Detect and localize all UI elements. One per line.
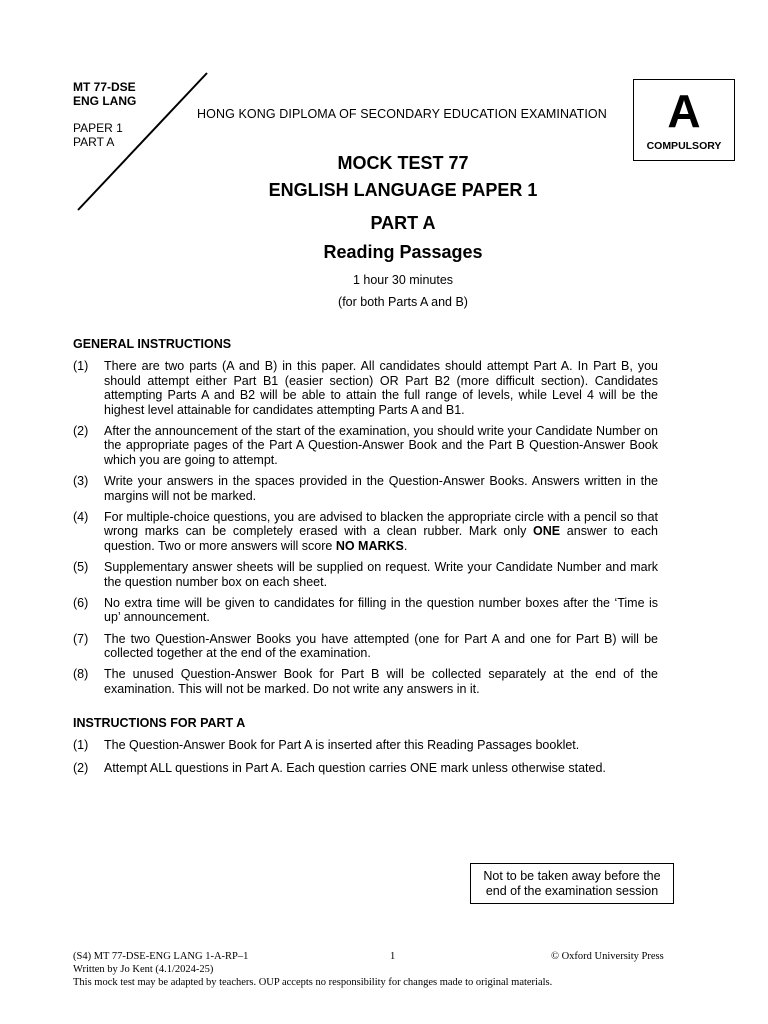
list-item: [73, 596, 658, 625]
paper-code-line: MT 77-DSE: [73, 80, 136, 94]
emphasis-no-marks: NO MARKS: [335, 539, 404, 554]
compulsory-label: COMPULSORY: [646, 140, 722, 152]
part-title: PART A: [370, 213, 436, 233]
item-text: The two Question-Answer Books you have attempted (one for Part A and one for Part B) will be collected together at the end of the examination.: [104, 631, 658, 661]
item-text: The unused Question-Answer Book for Part B will be collected separately at the end of the examination. This will not be marked. Do not write any answers in it.: [104, 667, 658, 696]
item-number: (3): [73, 474, 89, 489]
item-number: (2): [73, 760, 89, 775]
publisher: © Oxford University Press: [551, 951, 664, 962]
notice-line: end of the examination session: [485, 884, 659, 898]
part-letter: A: [667, 85, 701, 137]
item-text: After the announcement of the start of the examination, you should write your Candidate Number on the appropriate pages of the Part A Question-Answer Book and the Part B Question-Answer Book which you are going to attempt.: [104, 423, 658, 468]
item-text: Attempt ALL questions in Part A. Each question carries ONE mark unless otherwise stated.: [104, 760, 606, 775]
general-instructions-heading: GENERAL INSTRUCTIONS: [73, 337, 232, 351]
item-number: (2): [73, 423, 89, 438]
item-number: (1): [73, 359, 89, 373]
item-number: (5): [73, 560, 89, 575]
paper-number: PAPER 1: [73, 121, 123, 135]
item-text: [104, 510, 658, 554]
list-item: [73, 761, 658, 776]
item-text-part: .: [403, 539, 408, 554]
item-number: (1): [73, 738, 89, 752]
list-item: [73, 424, 658, 468]
not-to-be-taken-away-notice: [470, 863, 674, 904]
duration: 1 hour 30 minutes: [352, 273, 454, 287]
paper-part: PART A: [73, 135, 115, 149]
item-text-part: answer to each question. Two or more answers will score: [104, 524, 658, 554]
exam-name: HONG KONG DIPLOMA OF SECONDARY EDUCATION EXAMINATION: [197, 107, 607, 121]
part-a-instructions-list: [73, 738, 658, 782]
list-item: [73, 560, 658, 589]
list-item: [73, 510, 658, 554]
emphasis-one: ONE: [533, 524, 561, 539]
author-credit: Written by Jo Kent (4.1/2024-25): [73, 964, 214, 975]
paper-title: ENGLISH LANGUAGE PAPER 1: [268, 180, 538, 200]
general-instructions-list: [73, 359, 658, 703]
item-text: The Question-Answer Book for Part A is inserted after this Reading Passages booklet.: [104, 738, 580, 752]
part-a-instructions-heading: INSTRUCTIONS FOR PART A: [73, 716, 246, 730]
item-number: (8): [73, 667, 89, 682]
compulsory-box: [633, 79, 735, 161]
item-text: There are two parts (A and B) in this paper. All candidates should attempt Part A. In Part B, you should attempt either Part B1 (easier section) OR Part B2 (more difficult section). Candidates attempting Parts A and B2 will be able to attain the full range of levels, while Level 4 will be the highest level attainable for candidates attempting Parts A and B1.: [104, 359, 658, 417]
list-item: [73, 667, 658, 696]
item-number: (4): [73, 509, 89, 524]
list-item: [73, 632, 658, 661]
item-text-part: For multiple-choice questions, you are advised to blacken the appropriate circle with a pencil so that wrong marks can be completely erased with a clean rubber. Mark only: [104, 509, 658, 539]
list-item: [73, 359, 658, 417]
mock-test-title: MOCK TEST 77: [337, 153, 469, 173]
item-number: (7): [73, 631, 89, 646]
list-item: [73, 474, 658, 503]
duration-note: (for both Parts A and B): [338, 295, 468, 309]
subject-code-line: ENG LANG: [73, 94, 137, 108]
notice-line: Not to be taken away before the: [483, 869, 661, 883]
disclaimer: This mock test may be adapted by teachers. OUP accepts no responsibility for changes made to original materials.: [73, 977, 553, 988]
page-number: 1: [390, 951, 396, 962]
list-item: [73, 738, 658, 753]
item-text: No extra time will be given to candidates for filling in the question number boxes after the ‘Time is up’ announcement.: [104, 595, 658, 625]
item-text: Supplementary answer sheets will be supplied on request. Write your Candidate Number and mark the question number box on each sheet.: [104, 560, 658, 589]
section-subtitle: Reading Passages: [323, 242, 483, 262]
footer-reference: (S4) MT 77-DSE-ENG LANG 1-A-RP–1: [73, 951, 249, 962]
item-text: Write your answers in the spaces provided in the Question-Answer Books. Answers written in the margins will not be marked.: [104, 474, 658, 503]
item-number: (6): [73, 595, 89, 610]
